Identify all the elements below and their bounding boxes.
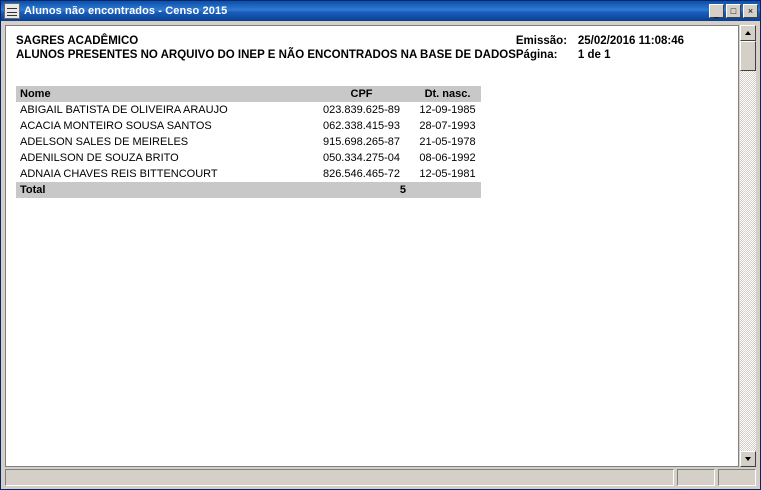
cell-nome: ACACIA MONTEIRO SOUSA SANTOS — [20, 120, 212, 132]
cell-dt-nasc: 28-07-1993 — [419, 120, 476, 132]
cell-dt-nasc: 21-05-1978 — [419, 136, 476, 148]
report-header-left — [16, 34, 516, 62]
maximize-icon: □ — [730, 6, 737, 16]
report-title: ALUNOS PRESENTES NO ARQUIVO DO INEP E NÃO ENCONTRADOS NA BASE DE DADOS — [16, 49, 516, 61]
report-header — [16, 34, 728, 62]
cell-nome: ABIGAIL BATISTA DE OLIVEIRA ARAUJO — [20, 104, 228, 116]
window-body — [1, 21, 760, 467]
minimize-button[interactable] — [709, 4, 724, 18]
table-footer — [16, 182, 481, 198]
page-row — [516, 48, 684, 62]
table-total-row — [16, 182, 481, 198]
cell-cpf: 062.338.415-93 — [322, 120, 401, 132]
page-label: Página: — [515, 49, 558, 61]
statusbar — [1, 467, 760, 489]
emission-value: 25/02/2016 11:08:46 — [577, 35, 685, 47]
emission-label: Emissão: — [515, 35, 568, 47]
cell-cpf: 050.334.275-04 — [322, 152, 401, 164]
table-row — [16, 166, 481, 182]
status-box-1 — [677, 469, 715, 486]
emission-row — [516, 34, 684, 48]
page-value: 1 de 1 — [577, 49, 611, 61]
scroll-down-icon[interactable] — [740, 451, 756, 467]
table-header — [16, 86, 481, 102]
students-table — [16, 86, 481, 198]
cell-nome: ADNAIA CHAVES REIS BITTENCOURT — [20, 168, 218, 180]
table-body — [16, 102, 481, 182]
system-name: SAGRES ACADÊMICO — [16, 35, 139, 47]
report-page — [6, 26, 738, 466]
scroll-up-icon[interactable] — [740, 25, 756, 41]
total-label: Total — [16, 182, 309, 198]
cell-nome: ADELSON SALES DE MEIRELES — [20, 136, 189, 148]
status-message-pane — [5, 469, 674, 486]
maximize-button[interactable] — [726, 4, 741, 18]
close-icon: × — [747, 6, 754, 16]
column-header-nome: Nome — [16, 86, 309, 102]
column-header-cpf: CPF — [309, 86, 414, 102]
window-titlebar[interactable] — [1, 1, 760, 21]
cell-cpf: 023.839.625-89 — [322, 104, 401, 116]
table-row — [16, 150, 481, 166]
minimize-icon: _ — [713, 8, 719, 18]
table-row — [16, 134, 481, 150]
report-header-right — [516, 34, 738, 62]
cell-dt-nasc: 08-06-1992 — [419, 152, 476, 164]
scrollbar-track[interactable] — [740, 71, 756, 451]
vertical-scrollbar[interactable] — [740, 25, 756, 467]
window-title: Alunos não encontrados - Censo 2015 — [24, 5, 228, 17]
status-box-2 — [718, 469, 756, 486]
window-controls — [709, 4, 758, 18]
report-preview-area[interactable] — [5, 25, 739, 467]
report-window-icon — [4, 3, 20, 19]
cell-nome: ADENILSON DE SOUZA BRITO — [20, 152, 179, 164]
cell-dt-nasc: 12-09-1985 — [419, 104, 476, 116]
cell-cpf: 826.546.465-72 — [322, 168, 401, 180]
table-row — [16, 118, 481, 134]
total-value: 5 — [309, 182, 414, 198]
cell-dt-nasc: 12-05-1981 — [419, 168, 476, 180]
total-blank-cell — [414, 182, 481, 198]
cell-cpf: 915.698.265-87 — [322, 136, 401, 148]
table-header-row — [16, 86, 481, 102]
close-button[interactable] — [743, 4, 758, 18]
scrollbar-thumb[interactable] — [740, 41, 756, 71]
column-header-dt-nasc: Dt. nasc. — [414, 86, 481, 102]
table-row — [16, 102, 481, 118]
